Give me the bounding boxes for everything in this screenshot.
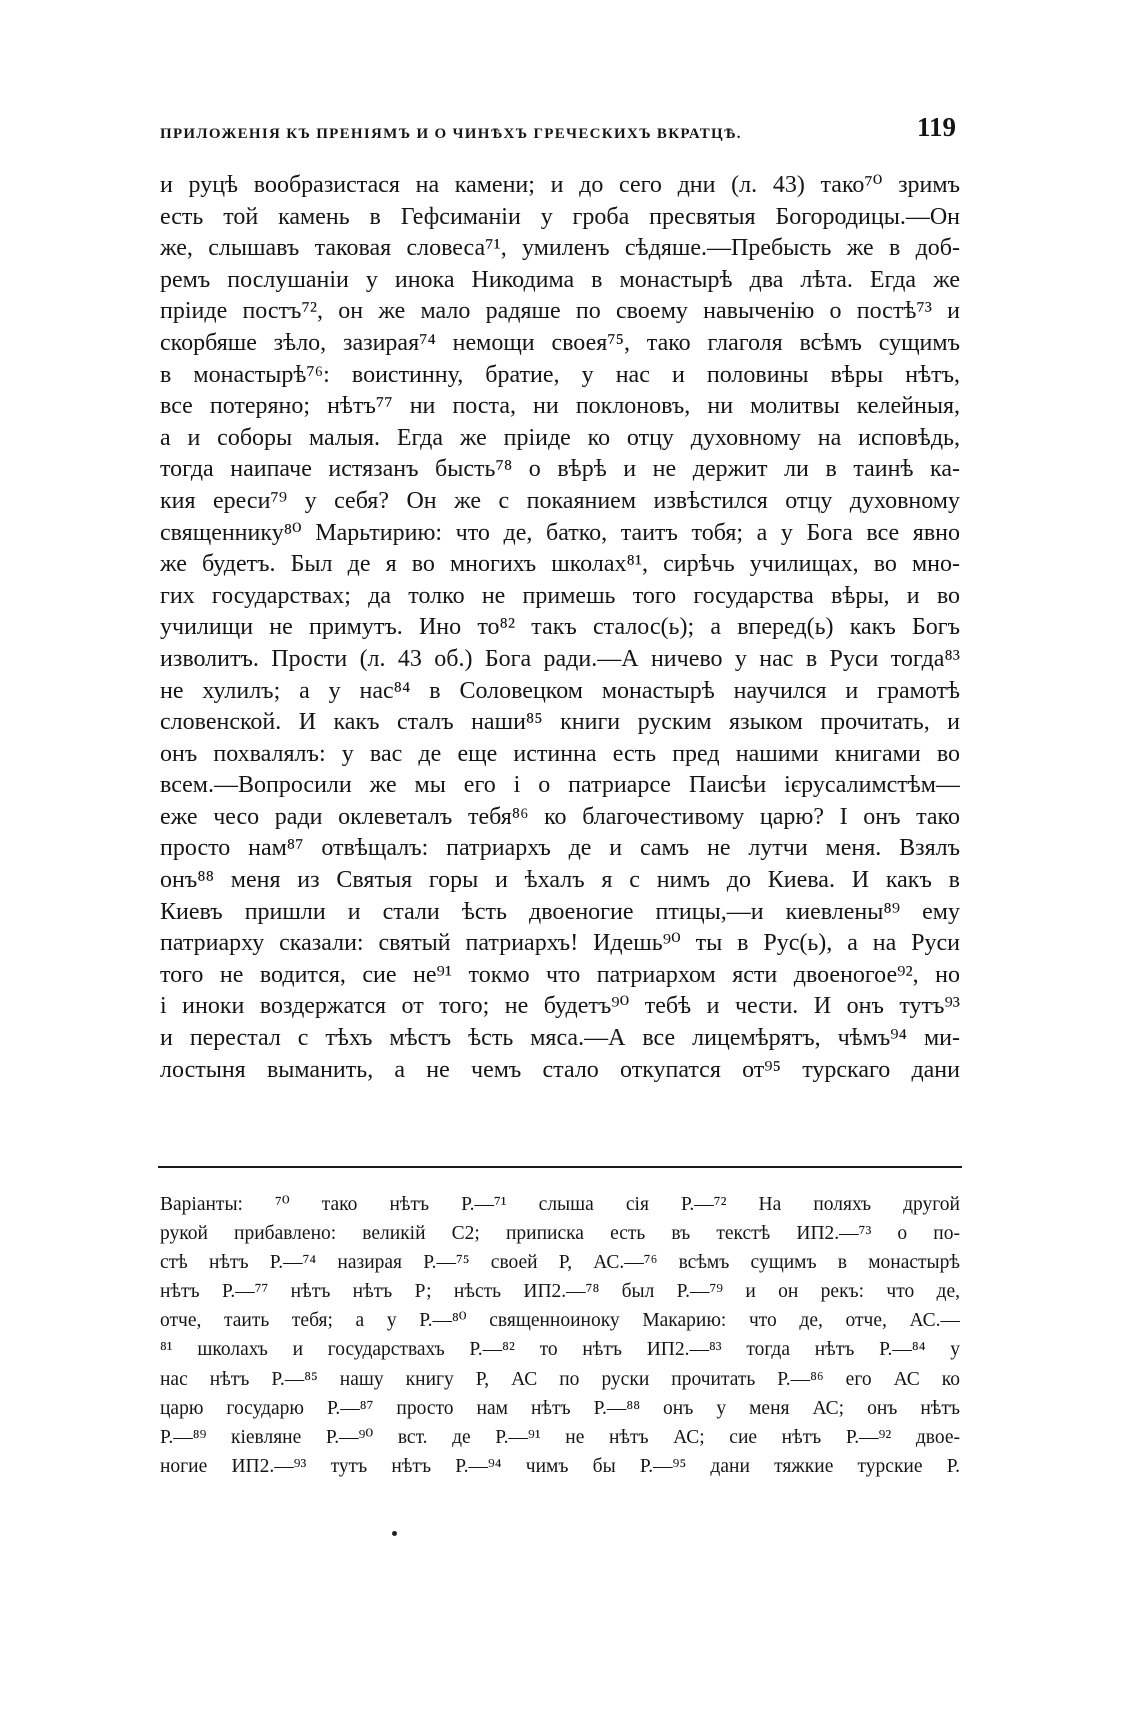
- text-line: же будетъ. Был де я во многихъ школах⁸¹, сирѣчь училищах, во мно-: [160, 551, 960, 578]
- text-line: ремъ послушаніи у инока Никодима в монастырѣ два лѣта. Егда же: [160, 266, 960, 293]
- text-line: тогда наипаче истязанъ бысть⁷⁸ о вѣрѣ и не держит ли в таинѣ ка-: [160, 456, 960, 483]
- variant-line: ногие ИП2.—⁹³ тутъ нѣтъ Р.—⁹⁴ чимъ бы Р.—⁹⁵ дани тяжкие турские Р.: [160, 1455, 960, 1477]
- text-line: просто нам⁸⁷ отвѣщалъ: патриархъ де и самъ не лутчи меня. Взялъ: [160, 835, 960, 862]
- text-line: гих государствах; да толко не примешь того государства вѣры, и во: [160, 582, 960, 609]
- running-head: ПРИЛОЖЕНІЯ КЪ ПРЕНІЯМЪ И О ЧИНѢХЪ ГРЕЧЕСКИХЪ ВКРАТЦѢ.: [160, 126, 742, 142]
- page-header: [160, 112, 960, 152]
- variant-line: нѣтъ Р.—⁷⁷ нѣтъ нѣтъ Р; нѣсть ИП2.—⁷⁸ был Р.—⁷⁹ и он рекъ: что де,: [160, 1281, 960, 1303]
- text-line: все потеряно; нѣтъ⁷⁷ ни поста, ни поклоновъ, ни молитвы келейныя,: [160, 393, 960, 420]
- main-text: [160, 170, 960, 1086]
- text-line: і иноки воздержатся от того; не будетъ⁹⁰ тебѣ и чести. И онъ тутъ⁹³: [160, 993, 960, 1020]
- text-line: священнику⁸⁰ Марьтирию: что де, батко, таитъ тобя; а у Бога все явно: [160, 519, 960, 546]
- text-line: в монастырѣ⁷⁶: воистинну, братие, у нас и половины вѣры нѣтъ,: [160, 361, 960, 388]
- text-line: а и соборы малыя. Егда же пріиде ко отцу духовному на исповѣдь,: [160, 424, 960, 451]
- variant-line: ⁸¹ школахъ и государствахъ Р.—⁸² то нѣтъ ИП2.—⁸³ тогда нѣтъ Р.—⁸⁴ у: [160, 1339, 960, 1361]
- variant-line: стѣ нѣтъ Р.—⁷⁴ назирая Р.—⁷⁵ своей Р, АС.—⁷⁶ всѣмъ сущимъ в монастырѣ: [160, 1252, 960, 1274]
- text-line: же, слышавъ таковая словеса⁷¹, умиленъ сѣдяше.—Пребысть же в доб-: [160, 235, 960, 262]
- text-line: лостыня выманить, а не чемъ стало откупатся от⁹⁵ турскаго дани: [160, 1056, 960, 1083]
- text-line: есть той камень в Гефсиманіи у гроба пресвятыя Богородицы.—Он: [160, 203, 960, 230]
- variants-apparatus: [160, 1190, 960, 1481]
- text-line: и перестал с тѣхъ мѣстъ ѣсть мяса.—А все лицемѣрятъ, чѣмъ⁹⁴ ми-: [160, 1025, 960, 1052]
- text-line: училищи не примутъ. Ино то⁸² такъ сталос(ь); а вперед(ь) какъ Богъ: [160, 614, 960, 641]
- text-line: словенской. И какъ сталъ наши⁸⁵ книги руским языком прочитать, и: [160, 709, 960, 736]
- text-line: патриарху сказали: святый патриархъ! Идешь⁹⁰ ты в Рус(ь), а на Руси: [160, 930, 960, 957]
- text-line: того не водится, сие не⁹¹ токмо что патриархом ясти двоеногое⁹², но: [160, 961, 960, 988]
- variant-line: царю государю Р.—⁸⁷ просто нам нѣтъ Р.—⁸⁸ онъ у меня АС; онъ нѣтъ: [160, 1397, 960, 1419]
- text-line: всем.—Вопросили же мы его і о патриарсе Паисѣи ієрусалимстѣм—: [160, 772, 960, 799]
- text-line: скорбяше зѣло, зазирая⁷⁴ немощи своея⁷⁵, тако глаголя всѣмъ сущимъ: [160, 329, 960, 356]
- variant-line: рукой прибавлено: великій С2; приписка есть въ текстѣ ИП2.—⁷³ о по-: [160, 1223, 960, 1245]
- text-line: еже чесо ради оклеветалъ тебя⁸⁶ ко благочестивому царю? І онъ тако: [160, 803, 960, 830]
- variant-line: нас нѣтъ Р.—⁸⁵ нашу книгу Р, АС по руски прочитать Р.—⁸⁶ его АС ко: [160, 1368, 960, 1390]
- text-line: кия ереси⁷⁹ у себя? Он же с покаянием извѣстился отцу духовному: [160, 487, 960, 514]
- variant-line: Р.—⁸⁹ кіевляне Р.—⁹⁰ вст. де Р.—⁹¹ не нѣтъ АС; сие нѣтъ Р.—⁹² двое-: [160, 1426, 960, 1448]
- text-line: изволитъ. Прости (л. 43 об.) Бога ради.—А ничево у нас в Руси тогда⁸³: [160, 645, 960, 672]
- text-line: пріиде постъ⁷², он же мало радяше по своему навыченію о постѣ⁷³ и: [160, 298, 960, 325]
- text-line: не хулилъ; а у нас⁸⁴ в Соловецком монастырѣ научился и грамотѣ: [160, 677, 960, 704]
- variant-line: Варіанты: ⁷⁰ тако нѣтъ Р.—⁷¹ слыша сія Р.—⁷² На поляхъ другой: [160, 1194, 960, 1215]
- text-line: Киевъ пришли и стали ѣсть двоеногие птицы,—и киевлены⁸⁹ ему: [160, 898, 960, 925]
- text-line: онъ⁸⁸ меня из Святыя горы и ѣхалъ я с нимъ до Киева. И какъ в: [160, 867, 960, 894]
- footnote-divider: [158, 1166, 962, 1168]
- page-number: 119: [916, 112, 956, 142]
- text-line: и руцѣ вообразистася на камени; и до сего дни (л. 43) тако⁷⁰ зримъ: [160, 172, 960, 198]
- variant-line: отче, таить тебя; а у Р.—⁸⁰ священноиноку Макарию: что де, отче, АС.—: [160, 1310, 960, 1332]
- ink-dot: [392, 1531, 397, 1536]
- text-line: онъ похвалялъ: у вас де еще истинна есть пред нашими книгами во: [160, 740, 960, 767]
